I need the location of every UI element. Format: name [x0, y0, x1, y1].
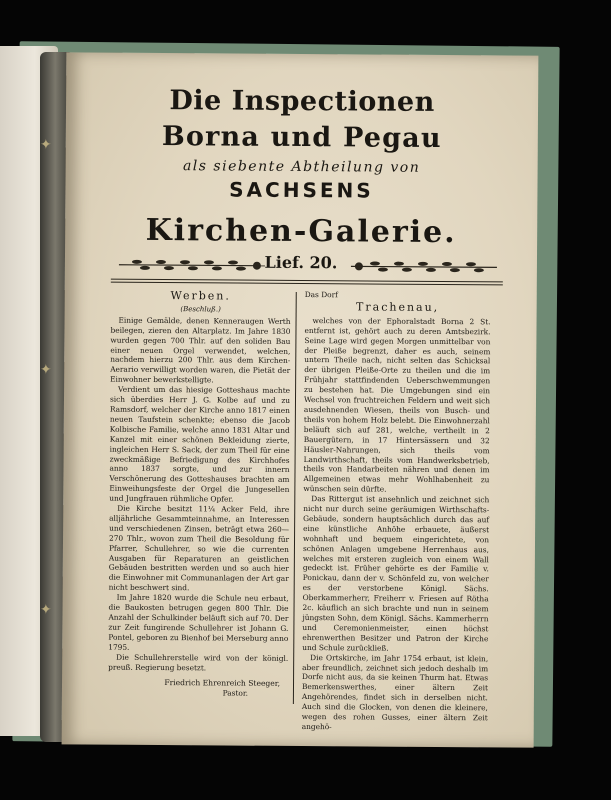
paragraph: Im Jahre 1820 wurde die Schule neu erbaut, die Baukosten betrugen gegen 800 Thlr. Die Anzahl der Schulkinder beläuft sich auf 70. Der zur Zeit fungirende Schullehrer ist Johann G. Pontel, geboren zu Bienhof bei Merseburg anno 1795. — [108, 592, 289, 652]
title-line-2: Borna und Pegau — [161, 121, 442, 154]
title-line-5: Kirchen-Galerie. — [145, 212, 457, 251]
right-column — [302, 290, 491, 733]
issue-number: Lief. 20. — [264, 252, 338, 273]
column-divider — [293, 292, 297, 704]
section-pre-label: Das Dorf — [304, 290, 338, 300]
section-heading: Trachenau, — [356, 300, 440, 314]
paragraph: Die Schullehrerstelle wird von der königl. preuß. Regierung besetzt. — [108, 652, 289, 672]
stitch-icon: ✦ — [40, 362, 52, 378]
paragraph: Das Rittergut ist ansehnlich und zeichnet sich nicht nur durch seine geräumigen Wirthschafts-Gebäude, sondern hauptsächlich durch das auf eine künstliche Anhöhe erbauete, äußerst wohnhaft und bequem eingerichtete, von schönen Anlagen umgebene Herrenhaus aus, welches mit ersteren zugleich von einem Wall gedeckt ist. Früher gehörte es der Familie v. Ponickau, dann der v. Schönfeld zu, von welcher es der verstorbene Königl. Sächs. Oberkammerherr, Freiherr v. Friesen auf Rötha 2c. käuflich an sich brachte und nun in seinem jüngsten Sohn, dem Königl. Sächs. Kammerherrn und Ceremonienmeister, einen höchst ehrenwerthen Besitzer und Patron der Kirche und Schule zurückließ. — [302, 494, 490, 653]
signature-name: Friedrich Ehrenreich Steeger, — [164, 678, 281, 689]
vine-ornament-right-icon — [349, 258, 499, 275]
section-subheading: (Beschluß.) — [180, 305, 221, 314]
title-line-1: Die Inspectionen — [169, 85, 435, 118]
paragraph: Verdient um das hiesige Gotteshaus machte sich überdies Herr J. G. Kolbe auf und zu Ramsdorf, welcher der Kirche anno 1817 einen neuen Taufstein schenkte; ebenso die Jacob Kolbische Familie, welche anno 1831 Altar und Kanzel mit einer schönen Bekleidung zierte, ingleichen Herr S. Sack, der zum Theil für eine zweckmäßige Befriedigung des Kirchhofes anno 1837 sorgte, und zur innern Verschönerung des Gotteshauses brachten am Einweihungsfeste der Orgel die Jungesellen und Jungfrauen rühmliche Opfer. — [109, 384, 291, 504]
stitch-icon: ✦ — [40, 137, 52, 153]
title-page — [62, 52, 539, 747]
stitch-icon: ✦ — [40, 602, 52, 618]
title-line-4: SACHSENS — [229, 177, 374, 203]
paragraph: Die Kirche besitzt 11¼ Acker Feld, ihre alljährliche Gesammteinnahme, an Interessen und verschiedenen Zinsen, beträgt etwa 260—270 Thlr., wovon zum Theil die Besoldung für Pfarrer, Schullehrer, so wie die currenten Ausgaben für Reparaturen an geistlichen Gebäuden bestritten werden und so auch hier die Einwohner mit Communanlagen der Art gar nicht beschwert sind. — [108, 503, 290, 593]
divider-rule — [111, 282, 503, 286]
signature-title: Pastor. — [222, 688, 248, 698]
section-heading: Werben. — [170, 289, 231, 303]
paragraph: Einige Gemälde, denen Kenneraugen Werth beilegen, zieren den Altarplatz. Im Jahre 1830 wurden gegen 700 Thlr. auf den soliden Bau einer neuen Orgel verwendet, welchen, nachdem hierzu 200 Thlr. aus dem Kirchen-Aerario verwilligt worden waren, die Pietät der Einwohner bewerkstelligte. — [110, 315, 291, 385]
left-column — [108, 289, 291, 699]
paragraph: welches von der Ephoralstadt Borna 2 St. entfernt ist, gehört auch zu deren Amtsbezirk. Seine Lage wird gegen Morgen unmittelbar von der Pleiße begrenzt, daher es auch, seinem untern Theile nach, nicht selten das Schicksal der übrigen Pleiße-Orte zu theilen und die im Frühjahr stattfindenden Ueberschwemmungen zu bestehen hat. Die Umgebungen sind ein Wechsel von fruchtreichen Feldern und weit sich ausdehnenden Wiesen, theils von Busch- und theils von hohem Holz belebt. Die Einwohnerzahl beläuft sich auf 281, welche, vertheilt in 2 Bauergütern, in 17 Hintersässern und 32 Häusler-Nahrungen, sich theils vom Landwirthschaft, theils vom Handwerksbetrieb, theils von Handarbeiten nähren und denen im Allgemeinen etwas mehr Wohlhabenheit zu wünschen sein dürfte. — [303, 315, 491, 494]
title-line-3: als siebente Abtheilung von — [182, 158, 421, 176]
paragraph: Die Ortskirche, im Jahr 1754 erbaut, ist klein, aber freundlich, zeichnet sich jedoch deshalb im Dorfe nicht aus, da sie keinen Thurm hat. Etwas Bemerkenswerthes, einer ältern Zeit Angehörendes, findet sich in derselben nicht. Auch sind die Glocken, von denen die kleinere, wegen des rohen Gusses, einer ältern Zeit angehö- — [301, 652, 489, 732]
